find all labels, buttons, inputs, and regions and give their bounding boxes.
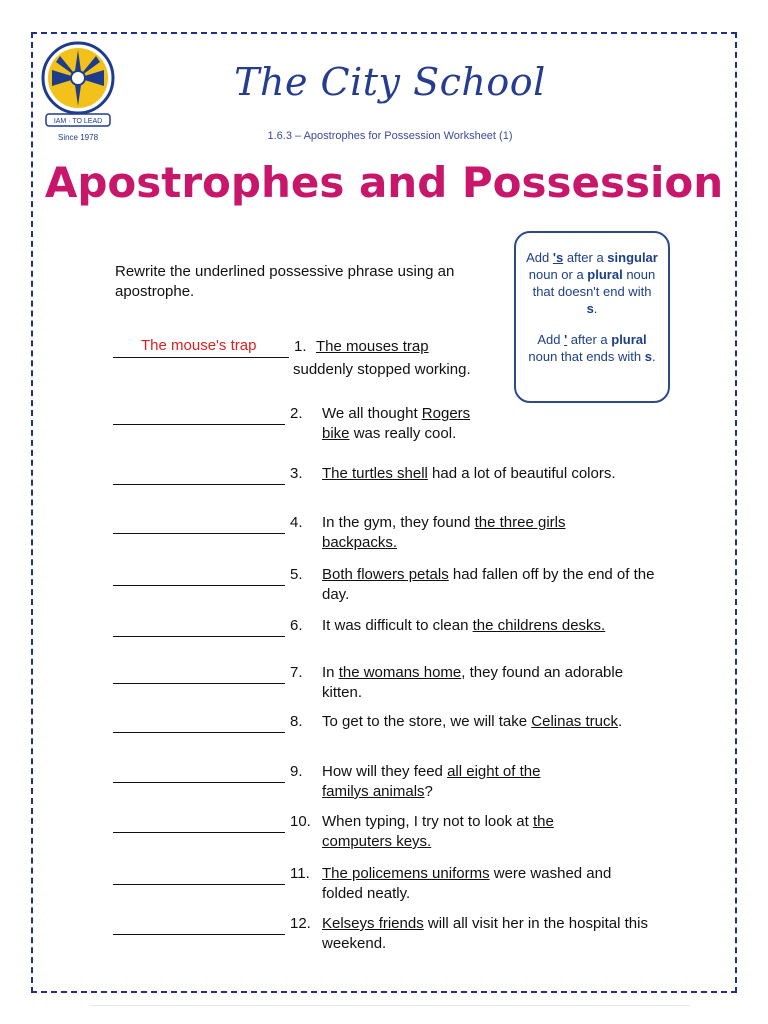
question-number: 5.: [290, 566, 303, 583]
answer-blank[interactable]: [113, 404, 285, 425]
underlined-phrase: The mouses trap: [316, 338, 429, 355]
logo-since: Since 1978: [57, 133, 99, 142]
answer-blank[interactable]: [113, 464, 285, 485]
underlined-phrase: the womans home: [338, 664, 462, 681]
question-number: 4.: [290, 514, 303, 531]
answer-blank[interactable]: [113, 565, 285, 586]
question-number: 1.: [294, 338, 307, 355]
question-number: 12.: [290, 915, 311, 932]
answer-blank[interactable]: [113, 762, 285, 783]
footer-divider: [90, 1005, 690, 1006]
question-number: 9.: [290, 763, 303, 780]
worksheet-subtitle: 1.6.3 – Apostrophes for Possession Worksheet (1): [267, 130, 513, 142]
question-number: 6.: [290, 617, 303, 634]
rule-box: [514, 231, 670, 403]
question-number: 10.: [290, 813, 311, 830]
instructions: Rewrite the underlined possessive phrase using an apostrophe.: [115, 263, 455, 300]
answer-blank[interactable]: [113, 812, 285, 833]
question-text: Both flowers petals had fallen off by the end of the day.: [322, 566, 655, 603]
rule-singular: Add 's after a singular noun or a plural noun that doesn't end with s.: [526, 250, 658, 316]
answer-blank[interactable]: [113, 513, 285, 534]
question-text: The turtles shell had a lot of beautiful colors.: [322, 465, 616, 482]
underlined-phrase: the three girls backpacks.: [322, 514, 566, 551]
answer-blank[interactable]: [113, 663, 285, 684]
question-number: 8.: [290, 713, 303, 730]
underlined-phrase: Rogers bike: [322, 405, 471, 442]
answer-blank[interactable]: [113, 914, 285, 935]
question-number: 3.: [290, 465, 303, 482]
question-text: In the gym, they found the three girls backpacks.: [322, 514, 566, 551]
underlined-phrase: The policemens uniforms: [322, 865, 490, 882]
underlined-phrase: The turtles shell: [322, 465, 428, 482]
question-text: In the womans home, they found an adorable kitten.: [322, 664, 624, 701]
question-text: The policemens uniforms were washed and folded neatly.: [322, 865, 612, 902]
underlined-phrase: Both flowers petals: [322, 566, 449, 583]
question-number: 11.: [290, 865, 310, 882]
logo-motto: IAM · TO LEAD: [53, 118, 103, 125]
question-text: It was difficult to clean the childrens desks.: [322, 617, 606, 634]
question-text: We all thought Rogers bike was really cool.: [322, 405, 471, 442]
answer-text: The mouse's trap: [141, 337, 257, 354]
underlined-phrase: all eight of the familys animals: [322, 763, 541, 800]
answer-blank[interactable]: [113, 712, 285, 733]
question-text: To get to the store, we will take Celinas truck.: [322, 713, 623, 730]
question-number: 7.: [290, 664, 303, 681]
rule-plural: Add ' after a plural noun that ends with s.: [528, 332, 656, 364]
question-text: suddenly stopped working.: [293, 361, 471, 378]
answer-blank[interactable]: [113, 864, 285, 885]
question-text: How will they feed all eight of the familys animals?: [322, 763, 541, 800]
underlined-phrase: the computers keys.: [322, 813, 554, 850]
worksheet-title: Apostrophes and Possession: [44, 158, 724, 207]
answer-blank[interactable]: [113, 616, 285, 637]
school-name: The City School: [234, 60, 546, 104]
underlined-phrase: the childrens desks.: [472, 617, 606, 634]
question-number: 2.: [290, 405, 303, 422]
question-text: When typing, I try not to look at the computers keys.: [322, 813, 554, 850]
underlined-phrase: Kelseys friends: [322, 915, 424, 932]
question-text: Kelseys friends will all visit her in the hospital this weekend.: [322, 915, 648, 952]
underlined-phrase: Celinas truck: [531, 713, 618, 730]
school-logo: [40, 40, 116, 146]
